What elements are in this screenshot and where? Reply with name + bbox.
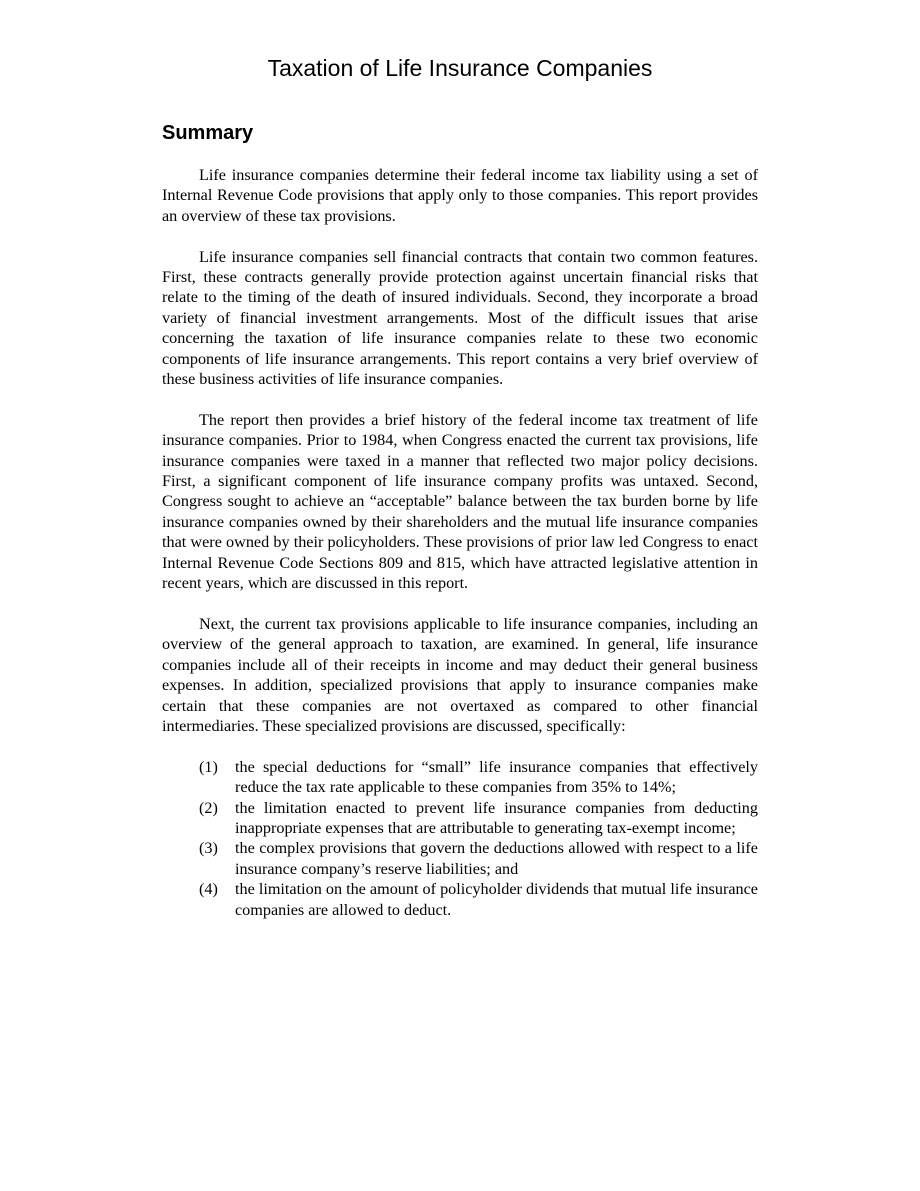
list-item-text: the limitation on the amount of policyholder dividends that mutual life insurance companies are allowed to deduct. <box>235 880 758 919</box>
list-item-text: the limitation enacted to prevent life insurance companies from deducting inappropriate expenses that are attributable to generating tax-exempt income; <box>235 798 758 837</box>
list-item-number: (4) <box>199 880 218 899</box>
list-item <box>162 757 758 798</box>
list-item-text: the special deductions for “small” life insurance companies that effectively reduce the tax rate applicable to these companies from 35% to 14%; <box>235 757 758 797</box>
list-item-number: (3) <box>199 839 218 858</box>
list-item <box>162 879 758 920</box>
list-item-number: (1) <box>199 757 218 776</box>
list-item <box>162 838 758 879</box>
provisions-list <box>162 757 758 920</box>
list-item-number: (2) <box>199 798 218 817</box>
paragraph-1: Life insurance companies determine their federal income tax liability using a set of Internal Revenue Code provisions that apply only to those companies. This report provides an overview of these tax provisions. <box>162 166 758 225</box>
paragraph-4: Next, the current tax provisions applicable to life insurance companies, including an overview of the general approach to taxation, are examined. In general, life insurance companies include all of their receipts in income and may deduct their general business expenses. In addition, specialized provisions that apply to insurance companies make certain that these companies are not overtaxed as compared to other financial intermediaries. These specialized provisions are discussed, specifically: <box>162 614 758 735</box>
document-body <box>162 165 758 920</box>
paragraph-3: The report then provides a brief history of the federal income tax treatment of life insurance companies. Prior to 1984, when Congress enacted the current tax provisions, life insurance companies were taxed in a manner that reflected two major policy decisions. First, a significant component of life insurance company profits was untaxed. Second, Congress sought to achieve an “acceptable” balance between the tax burden borne by life insurance companies owned by their shareholders and the mutual life insurance companies that were owned by their policyholders. These provisions of prior law led Congress to enact Internal Revenue Code Sections 809 and 815, which have attracted legislative attention in recent years, which are discussed in this report. <box>162 410 758 593</box>
paragraph-2: Life insurance companies sell financial contracts that contain two common features. First, these contracts generally provide protection against uncertain financial risks that relate to the timing of the death of insured individuals. Second, they incorporate a broad variety of financial investment arrangements. Most of the difficult issues that arise concerning the taxation of life insurance companies relate to these two economic components of life insurance arrangements. This report contains a very brief overview of these business activities of life insurance companies. <box>162 247 758 389</box>
list-item-text: the complex provisions that govern the deductions allowed with respect to a life insurance company’s reserve liabilities; and <box>235 839 758 878</box>
list-item <box>162 798 758 839</box>
document-title: Taxation of Life Insurance Companies <box>267 55 653 81</box>
section-heading-summary: Summary <box>162 122 254 144</box>
